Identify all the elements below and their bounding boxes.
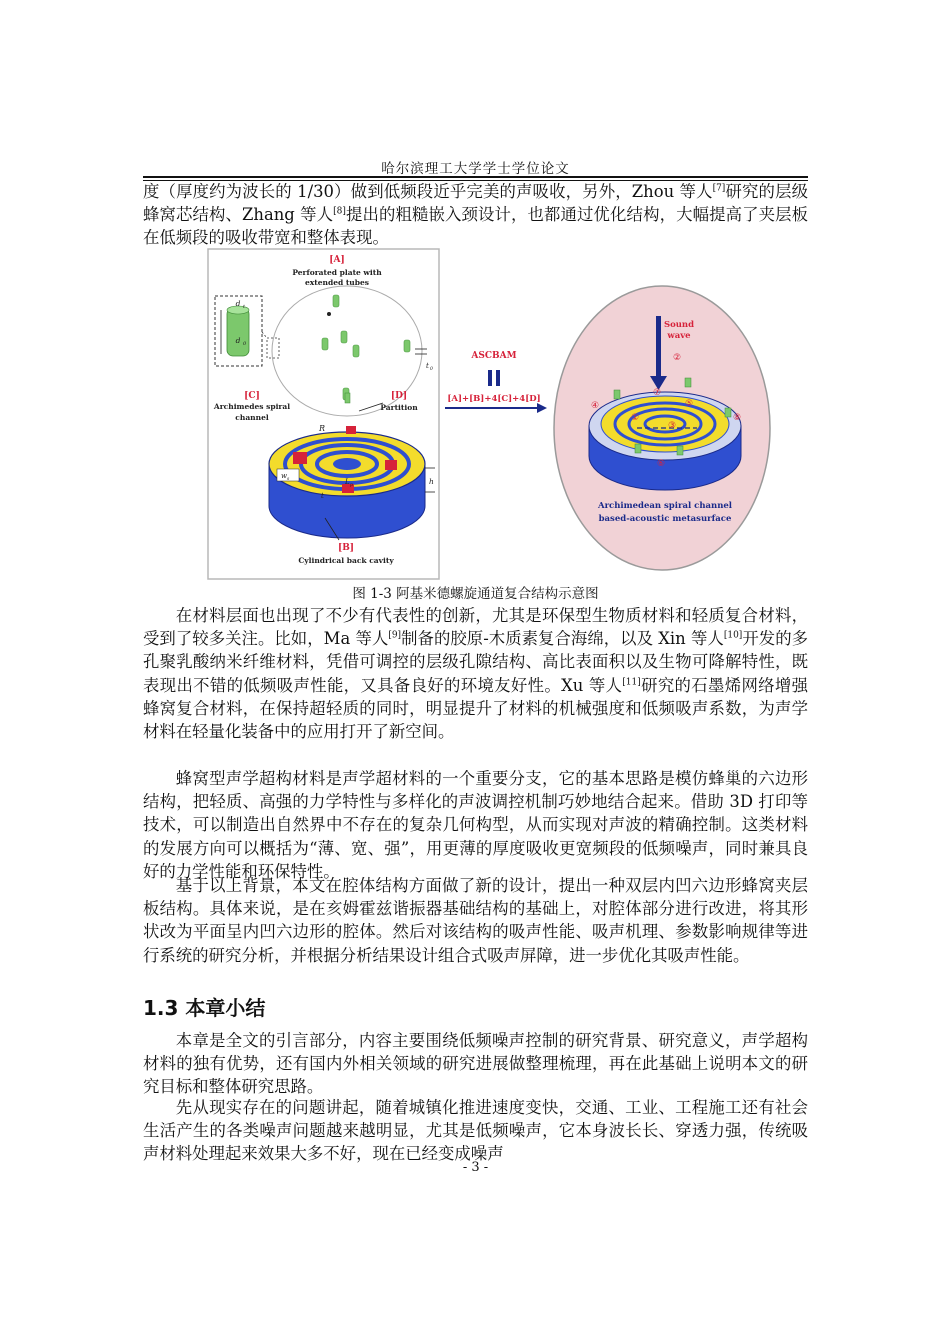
sound-label-2: wave: [667, 331, 691, 341]
running-header: 哈尔滨理工大学学士学位论文: [381, 161, 570, 177]
figure-caption: 图 1-3 阿基米德螺旋通道复合结构示意图: [352, 586, 599, 602]
paragraph-material: 在材料层面也出现了不少有代表性的创新，尤其是环保型生物质材料和轻质复合材料，受到了较多关注。比如，Ma 等人[9]制备的胶原-木质素复合海绵，以及 Xin 等人[10]开发的多孔聚乳酸纳米纤维材料，凭借可调控的层级孔隙结构、高比表面积以及生物可降解特性，既表现出不错的低频吸声性能，又具备良好的环境友好性。Xu 等人[11]研究的石墨烯网络增强蜂窝复合材料，在保持超轻质的同时，明显提升了材料的机械强度和低频吸声系数，为声学材料在轻量化装备中的应用打开了新空间。: [143, 606, 809, 742]
sound-label-1: Sound: [663, 320, 695, 330]
label-c-title1: Archimedes spiral: [213, 402, 291, 411]
paragraph-background: 基于以上背景，本文在腔体结构方面做了新的设计，提出一种双层内凹六边形蜂窝夹层板结构。具体来说，是在亥姆霍兹谐振器基础结构的基础上，对腔体部分进行改进，将其形状改为平面呈内凹六边形的腔体。然后对该结构的吸声性能、吸声机理、参数影响规律等进行系统的研究分析，并根据分析结果设计组合式吸声屏障，进一步优化其吸声性能。: [143, 876, 808, 965]
section-heading: 1.3 本章小结: [143, 996, 266, 1020]
paragraph-summary-2: 先从现实存在的问题讲起，随着城镇化推进速度变快，交通、工业、工程施工还有社会生活产生的各类噪声问题越来越明显，尤其是低频噪声，它本身波长长、穿透力强，传统吸声材料处理起来效果大多不好，现在已经变成噪声: [143, 1098, 808, 1164]
right-label-2: based-acoustic metasurface: [598, 514, 732, 524]
paragraph-top: 度（厚度约为波长的 1/30）做到低频段近乎完美的声吸收，另外，Zhou 等人[7]研究的层级蜂窝芯结构、Zhang 等人[8]提出的粗糙嵌入颈设计，也都通过优化结构，大幅提高了夹层板在低频段的吸收带宽和整体表现。: [143, 182, 808, 248]
label-b-tag: [B]: [337, 543, 355, 553]
symbol-R: R: [319, 424, 326, 433]
label-d-tag: [D]: [390, 391, 408, 401]
svg-text:⑤: ⑤: [685, 399, 694, 409]
svg-text:⑧: ⑧: [733, 413, 742, 423]
header-rule-thick: [143, 176, 808, 178]
svg-text:④: ④: [591, 401, 600, 411]
svg-text:0: 0: [243, 341, 247, 347]
label-c-tag: [C]: [244, 391, 260, 401]
arrow-label-bottom: [A]+[B]+4[C]+4[D]: [447, 394, 541, 404]
label-a-title1: Perforated plate with: [292, 268, 382, 277]
svg-text:⑦: ⑦: [653, 388, 662, 398]
sound-wave-arrow: [656, 316, 661, 376]
svg-text:③: ③: [668, 421, 677, 431]
tube-detail-shape: [227, 308, 249, 356]
label-d-title: Partition: [380, 403, 418, 412]
symbol-t0: t: [426, 362, 429, 370]
symbol-d0: d: [235, 336, 241, 345]
label-b-title: Cylindrical back cavity: [298, 556, 394, 565]
svg-text:s: s: [287, 477, 290, 482]
right-label-1: Archimedean spiral channel: [597, 501, 733, 511]
paragraph-summary-1: 本章是全文的引言部分，内容主要围绕低频噪声控制的研究背景、研究意义，声学超构材料的独有优势，还有国内外相关领域的研究进展做整理梳理，再在此基础上说明本文的研究目标和整体研究思路。: [143, 1031, 808, 1097]
label-a-tag: [A]: [329, 255, 345, 265]
paragraph-honeycomb: 蜂窝型声学超构材料是声学超材料的一个重要分支，它的基本思路是模仿蜂巢的六边形结构，把轻质、高强的力学特性与多样化的声波调控机制巧妙地结合起来。借助 3D 打印等技术，可以制造出自然界中不存在的复杂几何构型，从而实现对声波的精确控制。这类材料的发展方向可以概括为“薄、宽、强”，用更薄的厚度吸收更宽频段的低频噪声，同时兼具良好的力学性能和环保特性。: [143, 769, 808, 881]
svg-text:⑥: ⑥: [657, 459, 666, 469]
svg-text:②: ②: [673, 353, 682, 363]
figure-spiral-structure: [207, 248, 775, 580]
symbol-w: w: [281, 472, 287, 480]
label-a-title2: extended tubes: [305, 278, 369, 287]
svg-text:p: p: [350, 483, 353, 488]
arrow-label-top: ASCBAM: [471, 351, 517, 361]
label-c-title2: channel: [235, 413, 269, 422]
symbol-Lp: L: [345, 478, 350, 486]
symbol-dt: d: [235, 299, 241, 308]
page-number: - 3 -: [462, 1160, 489, 1175]
svg-text:t: t: [243, 304, 246, 310]
symbol-h: h: [429, 477, 434, 486]
symbol-t: t: [321, 492, 324, 500]
svg-text:0: 0: [430, 367, 433, 372]
svg-text:①: ①: [631, 413, 640, 423]
